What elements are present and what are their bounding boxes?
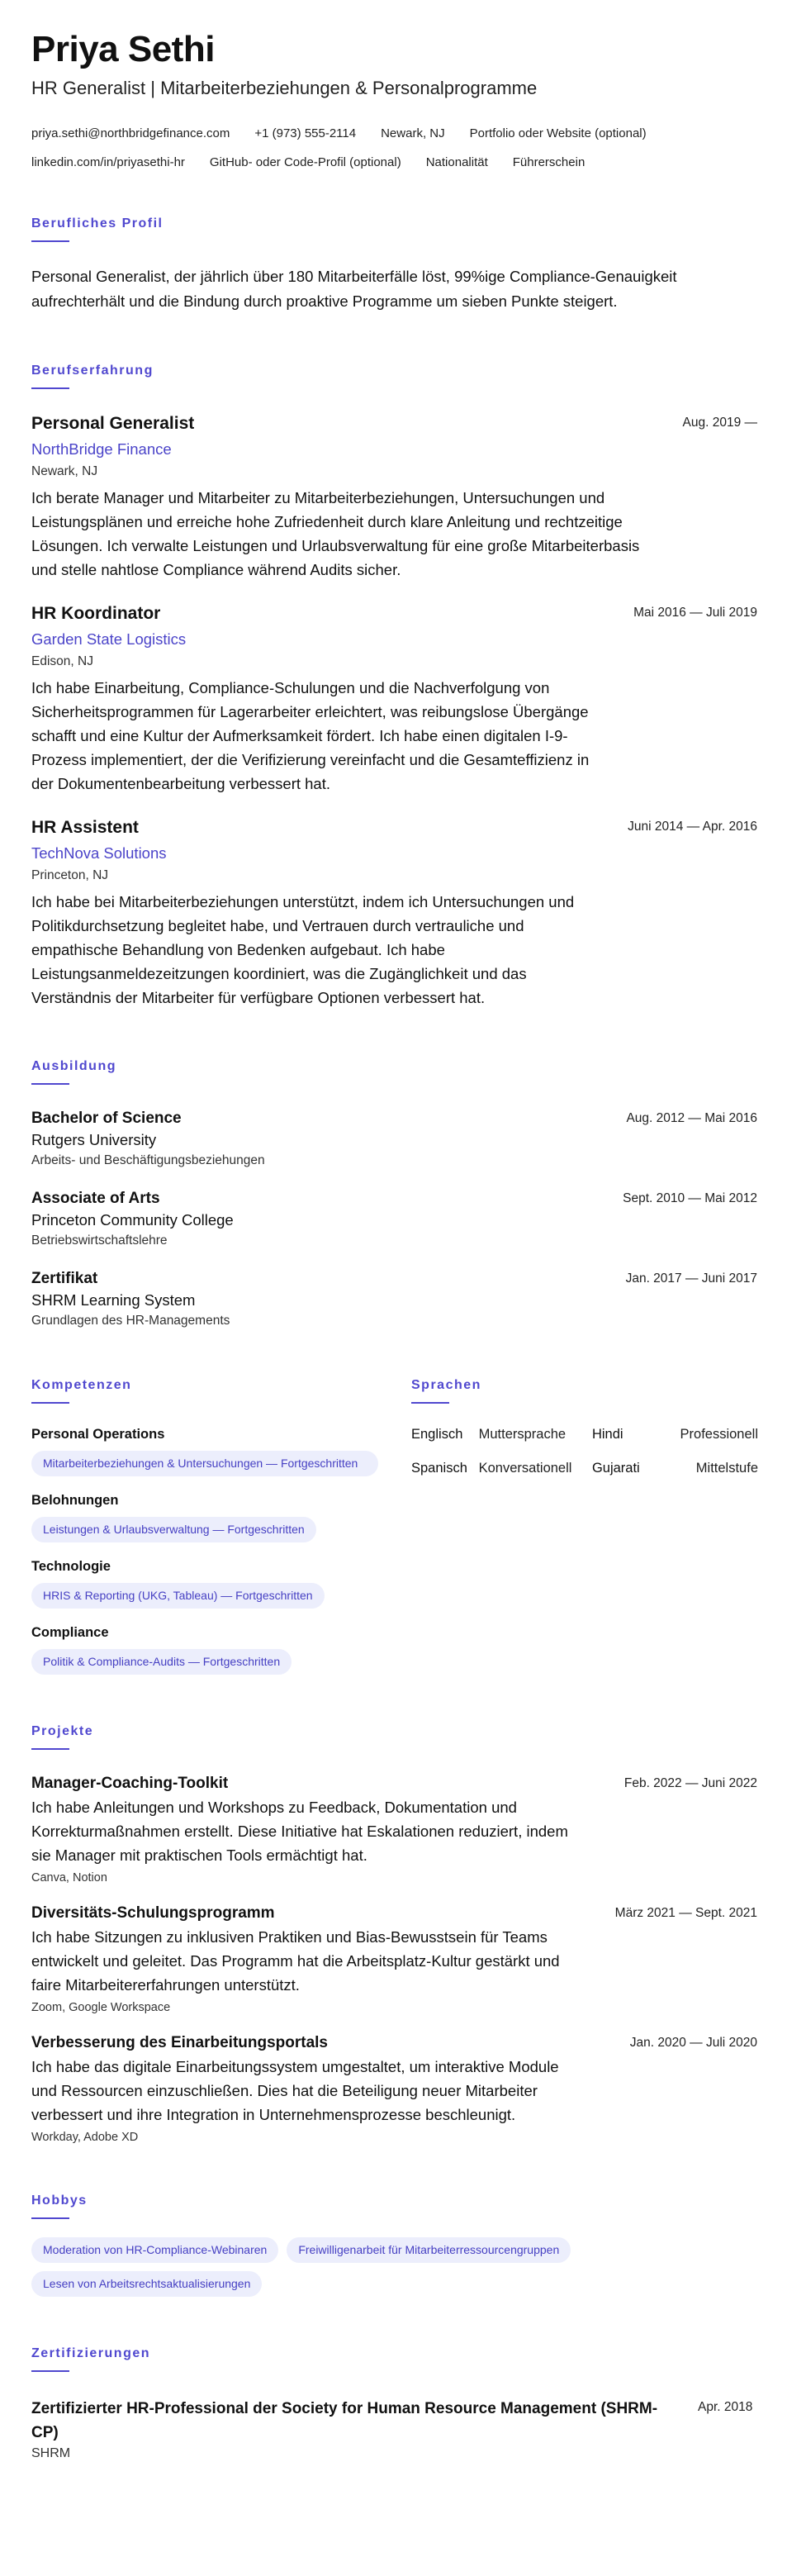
section-title: Sprachen <box>411 1378 481 1393</box>
skill-chip: Politik & Compliance-Audits — Fortgeschritten <box>31 1649 292 1675</box>
education-field: Grundlagen des HR-Managements <box>31 1314 230 1328</box>
job-title: HR Assistent <box>31 818 139 838</box>
job-location: Edison, NJ <box>31 654 93 669</box>
hobby-chip-list <box>31 2229 757 2297</box>
education-date: Aug. 2012 — Mai 2016 <box>626 1111 757 1126</box>
section-title: Berufserfahrung <box>31 364 154 378</box>
section-divider <box>31 2217 69 2219</box>
job-title: Personal Generalist <box>31 414 195 434</box>
education-date: Sept. 2010 — Mai 2012 <box>623 1191 757 1206</box>
job-description: Ich habe bei Mitarbeiterbeziehungen unterstützt, indem ich Untersuchungen und Politikdurchsetzung begleitet habe, und Vertrauen durch vertrauliche und empathische Behandlung von Bedenken aufgebaut. Ich habe Leistungsanmeldezeitzungen koordiniert, was die Zugänglichkeit und das Verständnis der Mitarbeiter für verfügbare Optionen verbessert hat. <box>31 893 575 1007</box>
project-tech: Canva, Notion <box>31 1871 107 1885</box>
experience-section <box>31 364 757 1010</box>
job-description: Ich berate Manager und Mitarbeiter zu Mitarbeiterbeziehungen, Untersuchungen und Leistungsplänen und erreiche hohe Zufriedenheit durch klare Anleitung und rechtzeitige Lösungen. Ich verwalte Leistungen und Urlaubsverwaltung für eine große Mitarbeiterbasis und stelle nahtlose Compliance während Audits sicher. <box>31 489 640 579</box>
section-title: Zertifizierungen <box>31 2346 151 2361</box>
education-date: Jan. 2017 — Juni 2017 <box>625 1271 757 1286</box>
skill-group-title: Compliance <box>31 1625 109 1641</box>
project-title: Manager-Coaching-Toolkit <box>31 1775 229 1793</box>
contact-email[interactable]: priya.sethi@northbridgefinance.com <box>31 126 230 141</box>
job-date: Aug. 2019 — <box>682 416 757 430</box>
project-description: Ich habe Anleitungen und Workshops zu Feedback, Dokumentation und Korrekturmaßnahmen erstellt. Diese Initiative hat Eskalationen reduziert, indem sie Manager mit praktischen Tools ermächtigt hat. <box>31 1799 568 1865</box>
hobby-chip: Freiwilligenarbeit für Mitarbeiterressourcengruppen <box>287 2237 571 2263</box>
job-title: HR Koordinator <box>31 604 161 624</box>
skill-group-title: Technologie <box>31 1559 111 1575</box>
job-entry <box>31 604 757 796</box>
job-date: Juni 2014 — Apr. 2016 <box>628 820 757 834</box>
project-tech: Workday, Adobe XD <box>31 2131 139 2145</box>
project-date: Feb. 2022 — Juni 2022 <box>623 1776 757 1791</box>
certification-entry <box>31 2397 757 2461</box>
profile-section <box>31 216 757 314</box>
education-school: SHRM Learning System <box>31 1291 196 1309</box>
education-school: Rutgers University <box>31 1131 157 1149</box>
section-divider <box>31 1083 69 1085</box>
education-degree: Bachelor of Science <box>31 1110 182 1128</box>
project-date: Jan. 2020 — Juli 2020 <box>629 2036 757 2051</box>
section-title: Ausbildung <box>31 1059 116 1074</box>
project-description: Ich habe Sitzungen zu inklusiven Praktiken und Bias-Bewusstsein für Teams entwickelt und geleitet. Das Programm hat die Arbeitsplatz-Kultur gestärkt und faire Mitarbeitererfahrungen unterstützt. <box>31 1928 560 1994</box>
project-title: Diversitäts-Schulungsprogramm <box>31 1904 275 1922</box>
section-title: Hobbys <box>31 2193 88 2208</box>
certifications-section <box>31 2346 757 2461</box>
contact-linkedin[interactable]: linkedin.com/in/priyasethi-hr <box>31 155 185 170</box>
job-entry <box>31 818 757 1010</box>
job-company: NorthBridge Finance <box>31 440 172 459</box>
contact-phone[interactable]: +1 (973) 555-2114 <box>254 126 357 141</box>
contact-github[interactable]: GitHub- oder Code-Profil (optional) <box>209 155 401 170</box>
certification-date: Apr. 2018 <box>698 2400 753 2415</box>
job-entry <box>31 414 757 582</box>
language-level: Muttersprache <box>478 1427 567 1442</box>
language-row <box>411 1427 758 1442</box>
section-divider <box>31 1402 69 1404</box>
education-field: Arbeits- und Beschäftigungsbeziehungen <box>31 1153 265 1168</box>
language-name: Spanisch <box>411 1461 467 1476</box>
section-divider <box>31 2370 69 2372</box>
education-degree: Zertifikat <box>31 1270 98 1288</box>
education-entry <box>31 1270 757 1328</box>
job-location: Princeton, NJ <box>31 868 109 883</box>
project-entry <box>31 2034 757 2144</box>
hobby-chip: Lesen von Arbeitsrechtsaktualisierungen <box>31 2271 262 2297</box>
job-date: Mai 2016 — Juli 2019 <box>633 606 757 620</box>
education-section <box>31 1059 757 1328</box>
section-divider <box>31 387 69 389</box>
skill-chip: Leistungen & Urlaubsverwaltung — Fortgeschritten <box>31 1517 316 1542</box>
language-row <box>411 1461 758 1476</box>
project-entry <box>31 1904 757 2014</box>
languages-section <box>411 1328 758 1675</box>
projects-section <box>31 1724 757 2144</box>
skills-section <box>31 1328 378 1675</box>
certification-header <box>31 2397 757 2445</box>
contact-nationality: Nationalität <box>425 155 488 170</box>
contact-license: Führerschein <box>512 155 586 170</box>
contact-list <box>31 119 757 177</box>
language-name: Englisch <box>411 1427 463 1442</box>
project-date: März 2021 — Sept. 2021 <box>614 1906 757 1921</box>
section-title: Berufliches Profil <box>31 216 164 231</box>
project-description: Ich habe das digitale Einarbeitungssystem umgestaltet, um interaktive Module und Ressourcen einzuschließen. Dies hat die Beteiligung neuer Mitarbeiter verbessert und ihre Integration in Unternehmensprozesse beschleunigt. <box>31 2058 559 2124</box>
section-divider <box>31 240 69 242</box>
project-tech: Zoom, Google Workspace <box>31 2001 171 2015</box>
education-school: Princeton Community College <box>31 1211 234 1229</box>
resume-header <box>31 30 757 177</box>
job-company: Garden State Logistics <box>31 630 187 649</box>
section-divider <box>31 1748 69 1750</box>
hobbies-section <box>31 2193 757 2297</box>
education-field: Betriebswirtschaftslehre <box>31 1233 168 1248</box>
language-level: Mittelstufe <box>695 1461 758 1476</box>
skill-group-title: Personal Operations <box>31 1427 165 1442</box>
contact-location: Newark, NJ <box>381 126 445 141</box>
language-name: Hindi <box>591 1427 623 1442</box>
hobby-chip: Moderation von HR-Compliance-Webinaren <box>31 2237 278 2263</box>
profile-summary: Personal Generalist, der jährlich über 180 Mitarbeiterfälle löst, 99%ige Compliance-Genauigkeit aufrechterhält und die Bindung durch proaktive Programme um sieben Punkte steigert. <box>31 268 677 311</box>
section-divider <box>411 1402 449 1404</box>
project-entry <box>31 1775 757 1884</box>
skill-chip: Mitarbeiterbeziehungen & Untersuchungen — Fortgeschritten <box>31 1451 378 1476</box>
candidate-name: Priya Sethi <box>31 29 215 69</box>
job-location: Newark, NJ <box>31 464 98 479</box>
education-degree: Associate of Arts <box>31 1190 160 1208</box>
education-entry <box>31 1110 757 1168</box>
certification-title: Zertifizierter HR-Professional der Society for Human Resource Management (SHRM-CP) <box>31 2400 658 2442</box>
job-description: Ich habe Einarbeitung, Compliance-Schulungen und die Nachverfolgung von Sicherheitsprogrammen für Lagerarbeiter erleichtert, was reibungslose Übergänge schafft und eine Kultur der Aufmerksamkeit fördert. Ich habe einen digitalen I-9-Prozess implementiert, der die Verifizierung vereinfacht und die Gesamteffizienz in der Dokumentenbearbeitung verbessert hat. <box>31 679 590 793</box>
language-level: Konversationell <box>478 1461 572 1476</box>
section-title: Projekte <box>31 1724 94 1739</box>
certification-issuer: SHRM <box>31 2446 71 2461</box>
skill-group-title: Belohnungen <box>31 1493 119 1509</box>
skills-languages-row <box>31 1328 757 1675</box>
contact-portfolio[interactable]: Portfolio oder Website (optional) <box>469 126 647 141</box>
language-level: Professionell <box>680 1427 758 1442</box>
education-entry <box>31 1190 757 1248</box>
project-title: Verbesserung des Einarbeitungsportals <box>31 2034 328 2052</box>
job-company: TechNova Solutions <box>31 844 167 863</box>
language-name: Gujarati <box>591 1461 640 1476</box>
skill-chip: HRIS & Reporting (UKG, Tableau) — Fortgeschritten <box>31 1583 325 1609</box>
candidate-headline: HR Generalist | Mitarbeiterbeziehungen & Personalprogramme <box>31 78 538 99</box>
section-title: Kompetenzen <box>31 1378 132 1393</box>
